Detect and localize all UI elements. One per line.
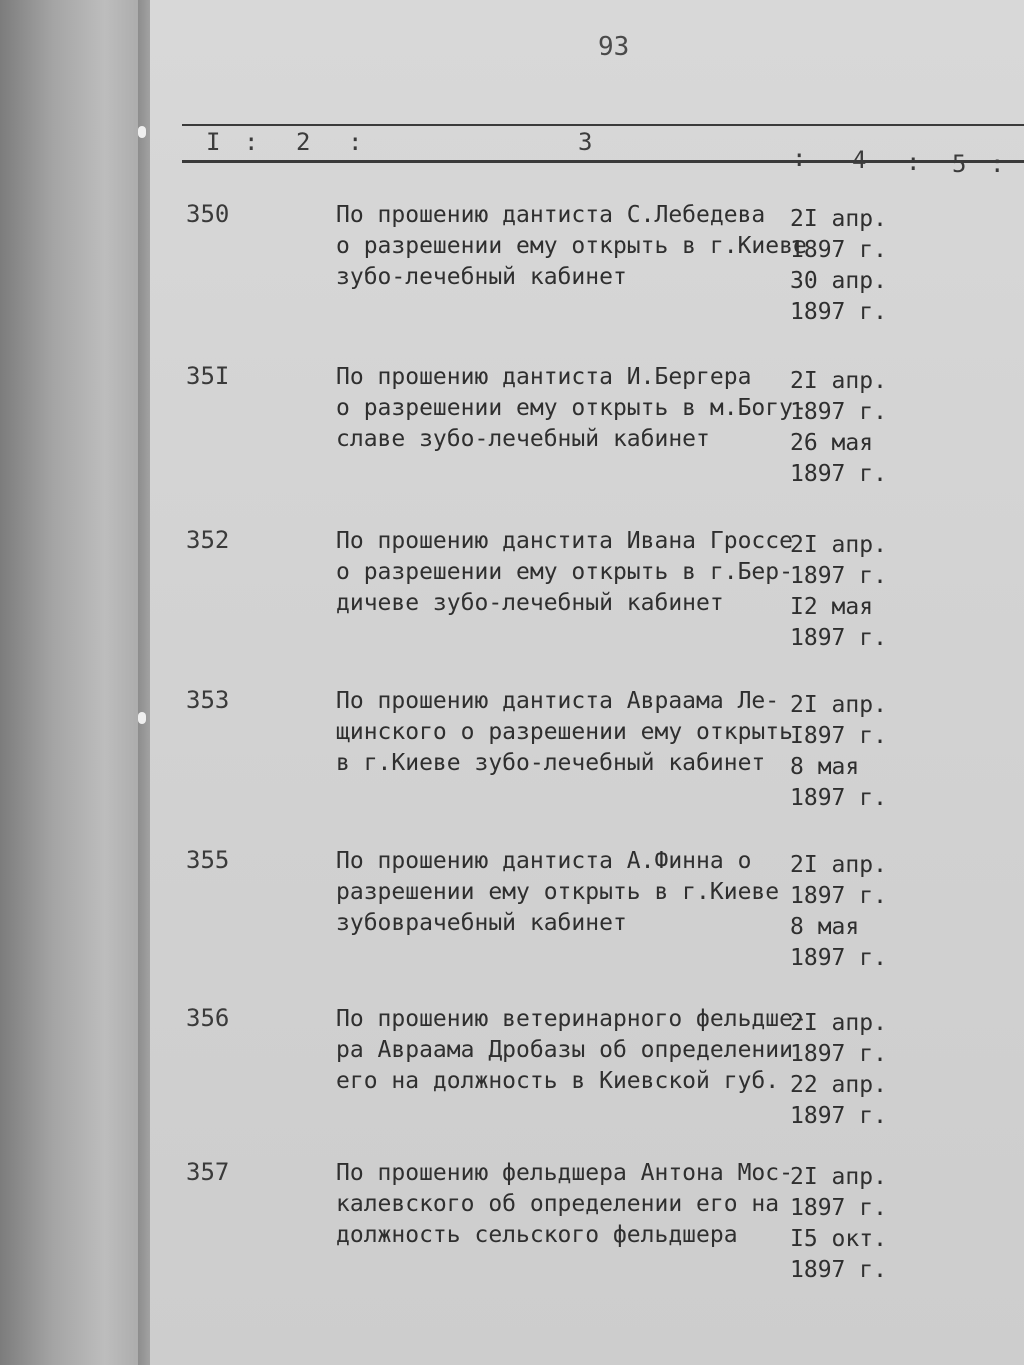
entry-dates: 2I апр. 1897 г. 26 мая 1897 г. xyxy=(790,368,887,487)
column-separator: : xyxy=(906,148,921,176)
register-entry xyxy=(0,362,1024,522)
column-header-2: 2 xyxy=(296,128,311,156)
entry-dates: 2I апр. 1897 г. 22 апр. 1897 г. xyxy=(790,1010,887,1129)
column-header-1: I xyxy=(206,128,221,156)
entry-number: 352 xyxy=(186,526,230,554)
column-separator: : xyxy=(792,144,807,172)
header-rule-bottom xyxy=(182,160,1024,163)
page-number: 93 xyxy=(598,32,630,62)
entry-description: По прошению ветеринарного фельдше- ра Авраама Дробазы об определении его на должность в Киевской губ. xyxy=(336,1006,807,1094)
header-rule-top xyxy=(182,124,1024,126)
entry-description: По прошению дантиста И.Бергера о разрешении ему открыть в м.Богу- славе зубо-лечебный кабинет xyxy=(336,364,807,452)
register-entry xyxy=(0,846,1024,1006)
entry-dates: 2I апр. 1897 г. I2 мая 1897 г. xyxy=(790,532,887,651)
entry-description: По прошению фельдшера Антона Мос- калевского об определении его на должность сельского фельдшера xyxy=(336,1160,793,1248)
entry-number: 355 xyxy=(186,846,230,874)
entry-description: По прошению дантиста С.Лебедева о разрешении ему открыть в г.Киеве зубо-лечебный кабинет xyxy=(336,202,807,290)
register-entry xyxy=(0,1004,1024,1164)
column-separator: : xyxy=(990,150,1005,178)
register-entry xyxy=(0,686,1024,846)
column-separator: : xyxy=(244,128,259,156)
column-header-5: 5 xyxy=(952,150,967,178)
binding-hole xyxy=(138,126,146,138)
register-entry xyxy=(0,526,1024,686)
entry-description: По прошению дантиста А.Финна о разрешении ему открыть в г.Киеве зубоврачебный кабинет xyxy=(336,848,780,936)
register-entry xyxy=(0,200,1024,360)
entry-dates: 2I апр. 1897 г. 8 мая 1897 г. xyxy=(790,852,887,971)
entry-dates: 2I апр. 1897 г. I5 окт. 1897 г. xyxy=(790,1164,887,1283)
entry-number: 357 xyxy=(186,1158,230,1186)
register-entry xyxy=(0,1158,1024,1318)
entry-dates: 2I апр. 1897 г. 30 апр. 1897 г. xyxy=(790,206,887,325)
column-header-4: 4 xyxy=(852,146,867,174)
column-header-3: 3 xyxy=(578,128,593,156)
entry-number: 353 xyxy=(186,686,230,714)
entry-description: По прошению данстита Ивана Гроссе о разрешении ему открыть в г.Бер- дичеве зубо-лечебный кабинет xyxy=(336,528,793,616)
entry-number: 35I xyxy=(186,362,230,390)
entry-number: 350 xyxy=(186,200,230,228)
entry-dates: 2I апр. I897 г. 8 мая 1897 г. xyxy=(790,692,887,811)
entry-number: 356 xyxy=(186,1004,230,1032)
entry-description: По прошению дантиста Авраама Ле- щинского о разрешении ему открыть в г.Киеве зубо-лечебный кабинет xyxy=(336,688,793,776)
column-separator: : xyxy=(348,128,363,156)
